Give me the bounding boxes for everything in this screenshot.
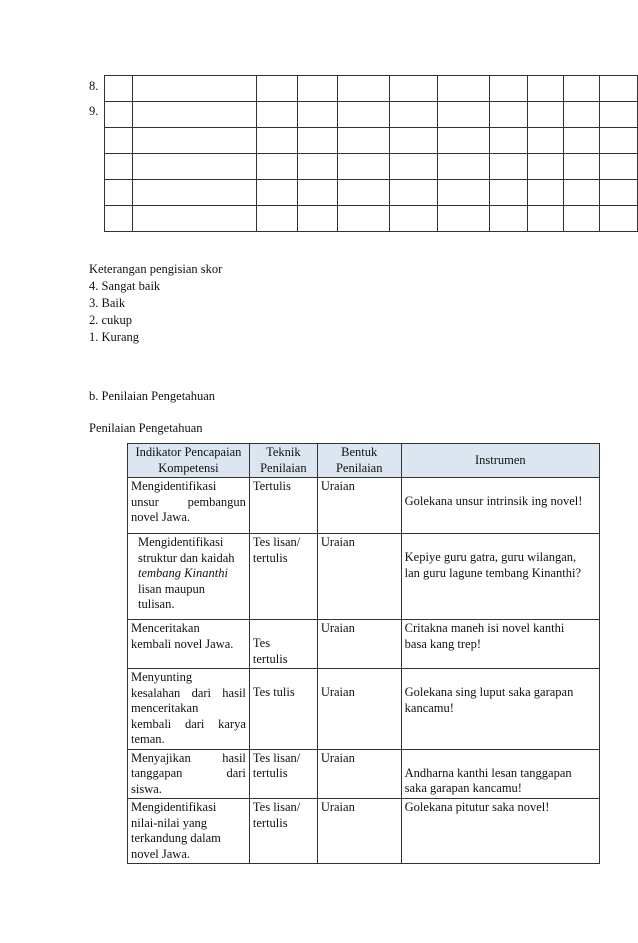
cell-line: Mengidentifikasi (131, 800, 217, 814)
bentuk-cell: Uraian (317, 799, 401, 864)
cell-line: tulisan. (138, 597, 175, 611)
instrumen-cell (401, 620, 599, 669)
indikator-cell (128, 669, 250, 750)
cell-line: lan guru lagune tembang Kinanthi? (404, 565, 581, 580)
cell-line: Kepiye guru gatra, guru wilangan, (404, 550, 577, 564)
word: karya (218, 716, 246, 731)
score-cell (528, 76, 564, 102)
score-cell (105, 180, 133, 206)
table-header-row (128, 444, 600, 478)
cell-line (131, 686, 246, 702)
cell-line: Mengidentifikasi (138, 535, 224, 549)
knowledge-assessment-table (127, 443, 600, 864)
cell-line: novel Jawa. (131, 510, 191, 524)
cell-line: lisan maupun (138, 581, 206, 596)
score-cell (489, 180, 528, 206)
score-cell (257, 76, 298, 102)
score-cell (338, 206, 390, 232)
score-cell (528, 102, 564, 128)
score-cell (600, 128, 638, 154)
score-cell (257, 180, 298, 206)
score-cell (564, 128, 600, 154)
table-title: Penilaian Pengetahuan (89, 421, 203, 435)
cell-line: siswa. (131, 781, 162, 796)
cell-line: Tes lisan/ (252, 800, 301, 814)
legend-item: 3. Baik (89, 296, 126, 310)
cell-line: Tes lisan/ (252, 535, 301, 549)
score-cell (338, 180, 390, 206)
word: dari (226, 766, 246, 780)
score-table (104, 75, 638, 232)
header-indikator: Indikator Pencapaian Kompetensi (128, 444, 250, 478)
score-cell (489, 154, 528, 180)
teknik-cell (249, 749, 317, 799)
teknik-cell (249, 478, 317, 534)
score-row (105, 128, 638, 154)
score-cell (105, 76, 133, 102)
table-row (128, 620, 600, 669)
score-cell (564, 206, 600, 232)
cell-line: nilai-nilai yang (131, 815, 208, 830)
score-cell (298, 102, 338, 128)
score-cell (489, 76, 528, 102)
score-row (105, 154, 638, 180)
score-cell (298, 180, 338, 206)
cell-line: Menceritakan (131, 621, 200, 635)
teknik-cell (249, 620, 317, 669)
score-cell (132, 180, 257, 206)
score-cell (298, 76, 338, 102)
score-cell (132, 206, 257, 232)
cell-line: saka garapan kancamu! (404, 781, 522, 795)
score-cell (564, 76, 600, 102)
cell-line: tertulis (252, 766, 288, 780)
word: tanggapan (131, 766, 183, 780)
indikator-cell (128, 749, 250, 799)
word: pembangun (187, 494, 246, 509)
header-bentuk: Bentuk Penilaian (317, 444, 401, 478)
cell-line: Golekana pitutur saka novel! (404, 800, 550, 814)
header-instrumen: Instrumen (401, 444, 599, 478)
cell-line (131, 766, 246, 782)
score-cell (437, 154, 489, 180)
word: hasil (222, 750, 246, 765)
word: kesalahan (131, 685, 181, 700)
score-cell (298, 206, 338, 232)
cell-line: terkandung dalam (131, 831, 221, 845)
score-cell (389, 180, 437, 206)
cell-line: tertulis (252, 815, 288, 830)
cell-line: Uraian (320, 685, 355, 699)
cell-line: tertulis (252, 550, 288, 565)
header-teknik: Teknik Penilaian (249, 444, 317, 478)
cell-line: menceritakan (131, 701, 199, 715)
score-row (105, 102, 638, 128)
cell-line (131, 717, 246, 733)
cell-line: basa kang trep! (404, 636, 482, 651)
legend-item: 4. Sangat baik (89, 279, 161, 293)
cell-line: Tes tulis (252, 685, 295, 699)
table-row (128, 669, 600, 750)
score-cell (338, 76, 390, 102)
cell-line: tembang Kinanthi (138, 566, 228, 580)
indikator-cell (128, 534, 250, 620)
score-row (105, 180, 638, 206)
table-row (128, 749, 600, 799)
score-row-number: 9. (89, 104, 99, 118)
score-cell (600, 76, 638, 102)
section-heading: b. Penilaian Pengetahuan (89, 389, 216, 403)
bentuk-cell: Uraian (317, 478, 401, 534)
cell-line: kancamu! (404, 700, 454, 715)
instrumen-cell (401, 749, 599, 799)
score-cell (437, 128, 489, 154)
score-cell (489, 128, 528, 154)
score-cell (528, 206, 564, 232)
score-cell (437, 206, 489, 232)
legend-item: 2. cukup (89, 313, 133, 327)
word: hasil (222, 685, 246, 700)
bentuk-cell: Uraian (317, 620, 401, 669)
score-table-body (105, 76, 638, 232)
indikator-cell (128, 478, 250, 534)
score-cell (132, 76, 257, 102)
score-cell (437, 102, 489, 128)
cell-line: Golekana sing luput saka garapan (404, 685, 574, 699)
score-cell (132, 102, 257, 128)
bentuk-cell: Uraian (317, 749, 401, 799)
score-cell (389, 102, 437, 128)
score-cell (338, 154, 390, 180)
score-cell (564, 102, 600, 128)
score-cell (564, 154, 600, 180)
score-cell (257, 102, 298, 128)
table-row (128, 799, 600, 864)
cell-line (131, 751, 246, 767)
score-cell (389, 128, 437, 154)
cell-line: Menyunting (131, 670, 193, 684)
cell-line: Mengidentifikasi (131, 479, 217, 493)
teknik-cell (249, 534, 317, 620)
score-cell (105, 206, 133, 232)
bentuk-cell (317, 669, 401, 750)
score-cell (389, 76, 437, 102)
word: dari (191, 685, 211, 700)
cell-line: struktur dan kaidah (138, 550, 235, 565)
cell-line (131, 495, 246, 511)
score-row-number: 8. (89, 79, 99, 93)
teknik-cell (249, 669, 317, 750)
score-cell (489, 102, 528, 128)
score-cell (489, 206, 528, 232)
word: unsur (131, 494, 159, 509)
score-row (105, 206, 638, 232)
score-cell (389, 154, 437, 180)
score-cell (528, 154, 564, 180)
cell-line: Tes (252, 636, 271, 650)
score-cell (338, 102, 390, 128)
instrumen-cell (401, 534, 599, 620)
word: dari (184, 716, 205, 731)
bentuk-cell: Uraian (317, 534, 401, 620)
score-cell (437, 76, 489, 102)
score-cell (105, 154, 133, 180)
word: Menyajikan (131, 750, 191, 765)
score-cell (600, 180, 638, 206)
score-cell (105, 102, 133, 128)
indikator-cell (128, 620, 250, 669)
table-row (128, 534, 600, 620)
cell-line: kembali novel Jawa. (131, 636, 234, 651)
legend-item: 1. Kurang (89, 330, 139, 344)
score-cell (132, 154, 257, 180)
instrumen-cell (401, 669, 599, 750)
teknik-cell (249, 799, 317, 864)
cell-line: novel Jawa. (131, 846, 191, 861)
word: kembali (131, 716, 172, 731)
score-cell (257, 128, 298, 154)
score-cell (564, 180, 600, 206)
cell-line: Tes lisan/ (252, 750, 301, 765)
cell-line: Critakna maneh isi novel kanthi (404, 621, 565, 635)
score-row (105, 76, 638, 102)
score-cell (437, 180, 489, 206)
cell-line: tertulis (252, 651, 288, 666)
table-row (128, 478, 600, 534)
instrumen-cell (401, 799, 599, 864)
indikator-cell (128, 799, 250, 864)
cell-line: teman. (131, 732, 165, 746)
score-cell (600, 206, 638, 232)
score-cell (298, 154, 338, 180)
score-cell (298, 128, 338, 154)
legend-title: Keterangan pengisian skor (89, 262, 223, 276)
score-cell (105, 128, 133, 154)
cell-line: Tertulis (252, 479, 291, 493)
score-cell (257, 206, 298, 232)
score-cell (528, 180, 564, 206)
score-cell (600, 154, 638, 180)
score-cell (528, 128, 564, 154)
cell-line: Andharna kanthi lesan tanggapan (404, 765, 572, 780)
score-cell (132, 128, 257, 154)
score-cell (389, 206, 437, 232)
score-cell (338, 128, 390, 154)
instrumen-cell (401, 478, 599, 534)
score-cell (600, 102, 638, 128)
score-cell (257, 154, 298, 180)
cell-line: Golekana unsur intrinsik ing novel! (404, 494, 583, 508)
score-legend (89, 261, 222, 346)
